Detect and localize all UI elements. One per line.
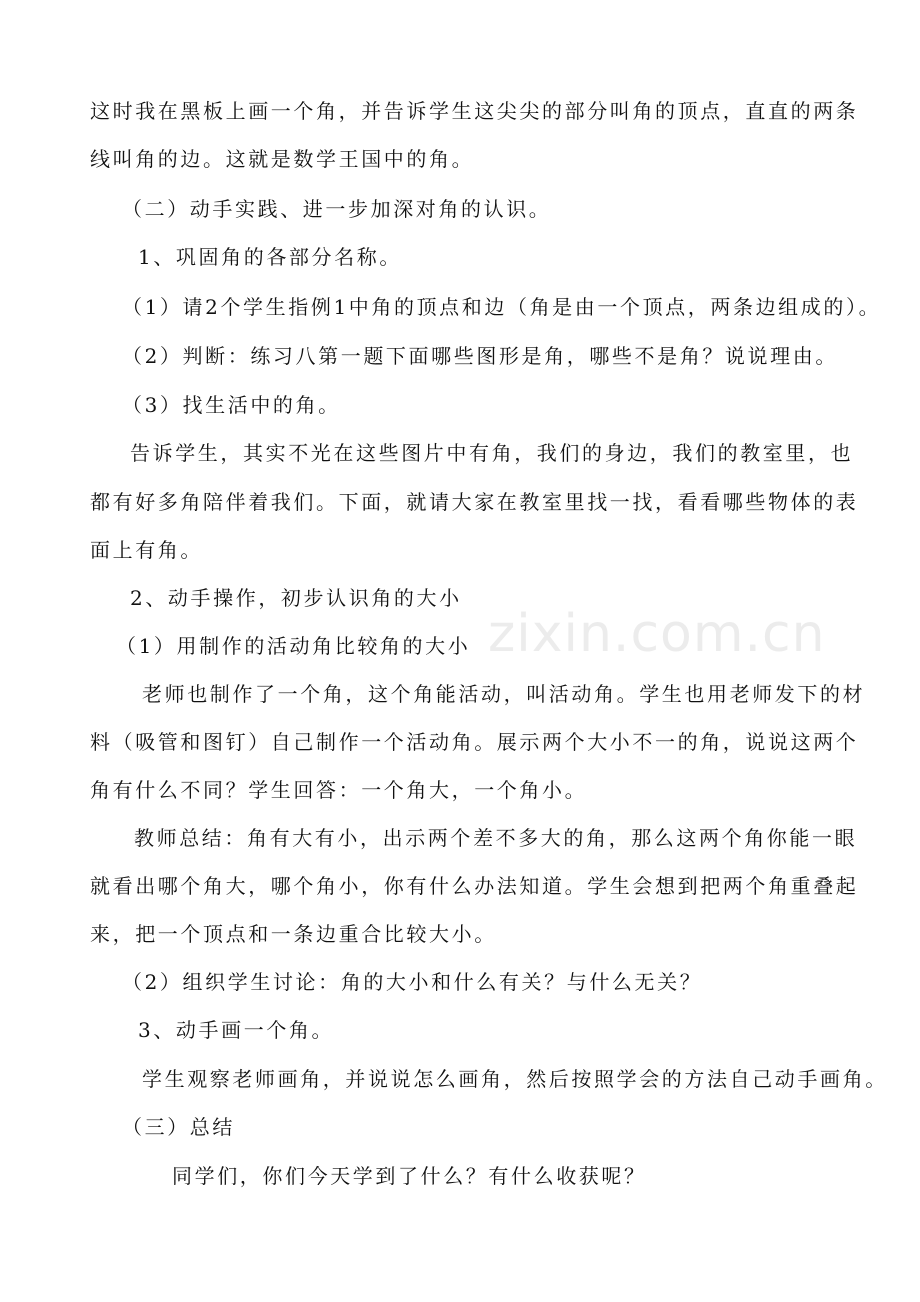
text-line: 老师也制作了一个角，这个角能活动，叫活动角。学生也用老师发下的材 bbox=[142, 682, 866, 706]
text-line: 面上有角。 bbox=[90, 538, 203, 562]
text-line: 教师总结：角有大有小，出示两个差不多大的角，那么这两个角你能一眼 bbox=[134, 826, 858, 850]
subsection-heading: 3、动手画一个角。 bbox=[138, 1018, 335, 1042]
text-line: （3）找生活中的角。 bbox=[122, 393, 341, 417]
section-heading: （三）总结 bbox=[122, 1115, 235, 1139]
text-line: （2）判断：练习八第一题下面哪些图形是角，哪些不是角？说说理由。 bbox=[122, 344, 838, 368]
text-line: （1）用制作的活动角比较角的大小 bbox=[116, 634, 471, 658]
text-line: （1）请2个学生指例1中角的顶点和边（角是由一个顶点，两条边组成的）。 bbox=[122, 295, 882, 319]
subsection-heading: 2、动手操作，初步认识角的大小 bbox=[130, 586, 462, 610]
text-line: （2）组织学生讨论：角的大小和什么有关？与什么无关？ bbox=[122, 970, 703, 994]
text-line: 都有好多角陪伴着我们。下面，就请大家在教室里找一找，看看哪些物体的表 bbox=[90, 490, 859, 514]
text-line: 线叫角的边。这就是数学王国中的角。 bbox=[90, 147, 475, 171]
text-line: 同学们，你们今天学到了什么？有什么收获呢？ bbox=[172, 1164, 647, 1188]
text-line: 来，把一个顶点和一条边重合比较大小。 bbox=[90, 922, 497, 946]
text-line: 就看出哪个角大，哪个角小，你有什么办法知道。学生会想到把两个角重叠起 bbox=[90, 874, 859, 898]
text-line: 这时我在黑板上画一个角，并告诉学生这尖尖的部分叫角的顶点，直直的两条 bbox=[90, 99, 859, 123]
text-line: 告诉学生，其实不光在这些图片中有角，我们的身边，我们的教室里，也 bbox=[130, 441, 854, 465]
text-line: 学生观察老师画角，并说说怎么画角，然后按照学会的方法自己动手画角。 bbox=[142, 1067, 888, 1091]
watermark-logo: zixin.com.cn bbox=[488, 604, 826, 664]
text-line: 料（吸管和图钉）自己制作一个活动角。展示两个大小不一的角，说说这两个 bbox=[90, 730, 859, 754]
section-heading: （二）动手实践、进一步加深对角的认识。 bbox=[122, 197, 552, 221]
subsection-heading: 1、巩固角的各部分名称。 bbox=[138, 245, 402, 269]
text-line: 角有什么不同？学生回答：一个角大，一个角小。 bbox=[90, 778, 588, 802]
